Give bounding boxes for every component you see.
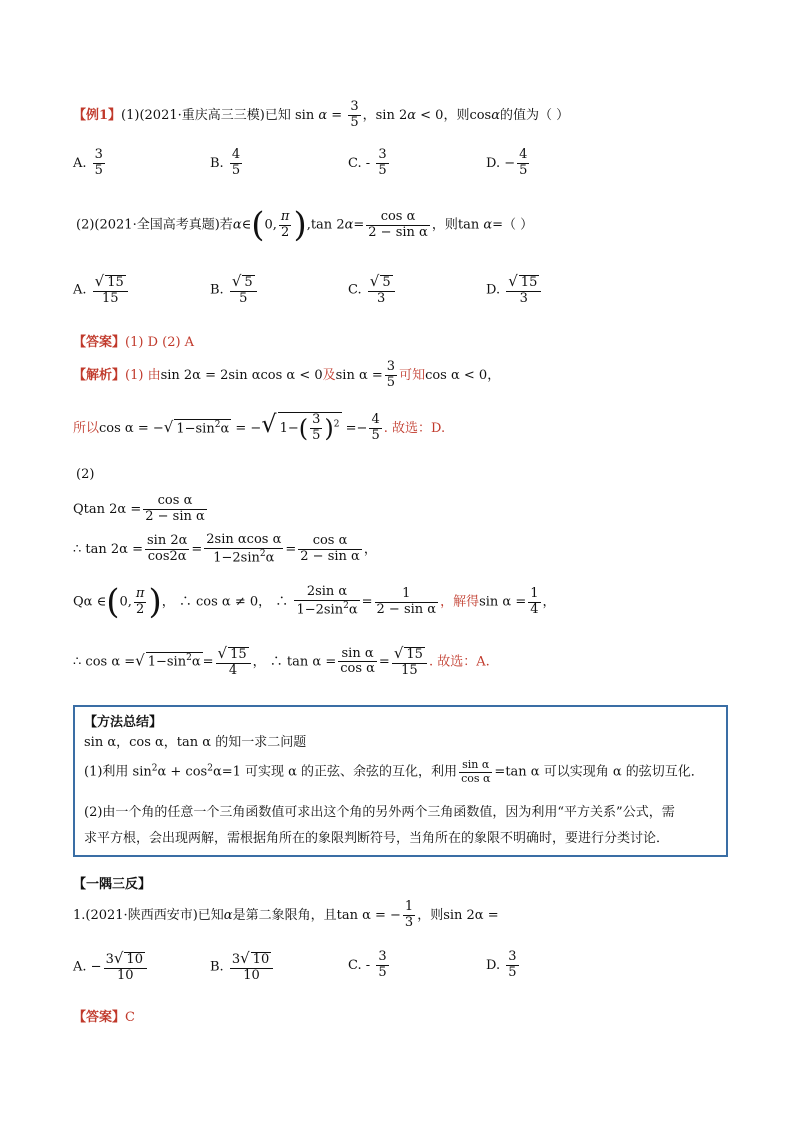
right-paren: ) <box>324 414 334 443</box>
sqrt-icon: √ <box>163 418 174 436</box>
den: cos α <box>461 771 491 785</box>
t: 1−2sin <box>213 550 260 566</box>
radicand: 5 <box>244 275 253 290</box>
answer <box>73 331 194 350</box>
q2-option-c[interactable] <box>348 273 397 307</box>
den: 5 <box>378 162 387 178</box>
therefore: ∴ <box>73 542 82 558</box>
math: tan α = <box>286 654 337 670</box>
den: 15 <box>401 662 418 678</box>
comma: ， <box>487 367 501 383</box>
den: 5 <box>94 162 103 178</box>
radicand: 10 <box>252 952 270 967</box>
fraction <box>338 647 377 678</box>
den: 10 <box>117 967 134 983</box>
alpha: α <box>483 217 493 233</box>
part2-label: (2) <box>76 467 95 482</box>
fraction <box>230 950 273 984</box>
math: tan α = − <box>336 907 401 923</box>
answer2 <box>73 1006 135 1025</box>
eq: = <box>202 654 214 670</box>
den: 3 <box>519 290 528 306</box>
p1-option-a[interactable] <box>73 950 149 984</box>
num <box>230 950 273 969</box>
math: cos α = <box>85 654 136 670</box>
method-line2 <box>84 759 704 785</box>
den: 5 <box>371 428 380 443</box>
radicand <box>278 412 342 444</box>
sup: 2 <box>186 653 192 664</box>
q-num: (1) <box>121 107 140 123</box>
q1-option-b[interactable] <box>210 148 244 179</box>
coef: 3 <box>105 952 114 967</box>
t: 1−2sin <box>296 602 344 618</box>
t: α=1 可实现 α 的正弦、余弦的互化，利用 <box>212 764 458 780</box>
fraction <box>348 100 360 131</box>
den: 5 <box>239 290 248 306</box>
sign: - <box>365 957 371 973</box>
right-paren: ) <box>293 205 307 245</box>
num: 3 <box>378 147 387 162</box>
lt0: < 0 <box>420 107 444 123</box>
t: (1)利用 sin <box>84 764 152 780</box>
fraction <box>93 148 105 179</box>
math: sin α = <box>335 367 383 383</box>
num <box>216 645 251 664</box>
den: cos α <box>340 661 375 677</box>
den: cos2α <box>147 549 187 565</box>
label: B. <box>210 959 224 975</box>
math: sin 2α = <box>443 907 499 923</box>
fraction <box>93 273 128 307</box>
sign: - <box>365 155 371 171</box>
fraction <box>385 360 397 391</box>
analysis-line3 <box>73 494 209 525</box>
therefore: ∴ <box>73 654 82 670</box>
answer-tag: 【答案】 <box>73 1010 126 1025</box>
num: π <box>280 208 290 224</box>
analysis-tag: 【解析】 <box>73 367 126 383</box>
sign: − <box>90 959 102 975</box>
num: 3 <box>386 359 396 374</box>
t: α + cos <box>157 764 208 780</box>
label: D. <box>486 155 501 171</box>
num: cos α <box>366 210 430 226</box>
comma: ， <box>258 594 272 610</box>
math: = − <box>235 421 262 436</box>
fraction <box>392 645 427 679</box>
num <box>368 273 395 292</box>
p1-option-b[interactable] <box>210 950 275 984</box>
alpha: α <box>344 217 354 233</box>
math: cos α ≠ 0 <box>196 594 259 610</box>
tail: 的值为（ ） <box>500 107 570 123</box>
tan2: ,tan 2 <box>306 217 345 233</box>
q-source: (2021·全国高考真题) <box>94 217 220 233</box>
answer-tag: 【答案】 <box>73 335 126 350</box>
text: 所以 <box>73 421 100 436</box>
sqrt-icon: √ <box>113 949 124 967</box>
t: α <box>191 654 201 670</box>
label: A. <box>73 959 87 975</box>
eq: = <box>378 654 390 670</box>
analysis-line6 <box>73 645 490 679</box>
then: ，则 <box>431 217 458 233</box>
num: π <box>135 585 145 601</box>
radicand: 15 <box>406 647 423 662</box>
fraction <box>375 587 439 618</box>
alpha: α <box>232 217 242 233</box>
q-source: (2021·重庆高三三模) <box>139 107 265 123</box>
alpha: α <box>318 107 328 123</box>
sqrt-icon: √ <box>508 272 518 290</box>
t: α <box>265 550 275 566</box>
label: C. <box>348 957 362 973</box>
sqrt-icon: √ <box>94 272 105 290</box>
num: 3 <box>508 949 517 964</box>
interval-start: 0, <box>264 217 277 233</box>
sin: sin <box>295 107 315 123</box>
method-line1: sin α，cos α，tan α 的知一求二问题 <box>84 735 307 750</box>
text: ，解得 <box>440 594 480 610</box>
radicand: 15 <box>520 275 538 290</box>
because: Q <box>73 594 84 610</box>
math: α ∈ <box>83 594 107 610</box>
num: cos α <box>143 494 207 510</box>
therefore: ∴ <box>178 594 192 610</box>
label: B. <box>210 282 224 298</box>
q2-option-b[interactable] <box>210 273 259 307</box>
label: C. <box>348 155 362 171</box>
num: 4 <box>519 147 528 162</box>
eq: = <box>191 542 203 558</box>
therefore: ∴ <box>269 654 283 670</box>
fraction <box>145 534 189 565</box>
den: 2 − sin α <box>145 508 205 524</box>
label: D. <box>486 282 501 298</box>
fraction <box>279 210 292 241</box>
then: ，则 <box>443 107 470 123</box>
example1-question2: (2)(2021·全国高考真题)若α∈(0, $\frac{\pi}{2}$ ),tan 2α= $\frac{\text{cos α}}{\text{2 − sin α}}$ ，则tan α=（ ） <box>76 205 534 245</box>
sin2: sin 2 <box>375 107 408 123</box>
interval-start: 0, <box>119 594 132 610</box>
analysis-line2 <box>73 410 445 444</box>
fraction <box>310 413 322 444</box>
label: D. <box>486 957 501 973</box>
sign: − <box>504 155 516 171</box>
cos: cos <box>469 107 492 123</box>
analysis-line4 <box>73 533 377 566</box>
sqrt-icon: √ <box>393 644 404 662</box>
sup: 2 <box>259 548 266 559</box>
comma: ， <box>363 542 377 558</box>
fraction <box>517 148 529 179</box>
in: ∈ <box>241 217 252 233</box>
method-line4: 求平方根，会出现两解，需根据角所在的象限判断符号，当角所在的象限不明确时，要进行分类讨论． <box>84 831 670 846</box>
radicand <box>146 652 203 669</box>
answer-text: (1) D (2) A <box>125 335 195 350</box>
den: 10 <box>243 967 260 983</box>
den: 2 <box>281 224 290 240</box>
q2-option-a[interactable] <box>73 273 130 307</box>
math: tan 2α = <box>85 542 143 558</box>
num: 3 <box>378 949 387 964</box>
q2-option-d[interactable] <box>486 273 543 307</box>
left-paren: ( <box>251 205 265 245</box>
left-paren: ( <box>106 582 120 622</box>
radicand: 10 <box>126 952 143 967</box>
q1-option-a[interactable] <box>73 148 107 179</box>
den: 5 <box>378 964 387 980</box>
fraction <box>230 273 257 307</box>
den: 2 − sin α <box>368 224 428 240</box>
fraction <box>403 900 415 931</box>
t: 是第二象限角，且 <box>232 907 337 923</box>
den: 5 <box>508 964 517 980</box>
fraction <box>506 950 518 981</box>
math: tan 2α = <box>83 501 142 517</box>
fraction <box>104 950 147 984</box>
analysis-line1 <box>73 360 500 391</box>
alpha: α <box>407 107 416 123</box>
den: 3 <box>404 914 414 930</box>
p1-option-c[interactable] <box>348 950 391 981</box>
den: 3 <box>377 290 386 306</box>
den: 2 <box>136 601 145 617</box>
fraction <box>376 148 388 179</box>
right-paren: ) <box>148 582 162 622</box>
example-tag: 【例1】 <box>73 107 122 123</box>
sup: 2 <box>207 763 213 774</box>
analysis-line5 <box>73 582 556 622</box>
math: cos α < 0 <box>425 367 488 383</box>
comma: ， <box>252 654 266 670</box>
fraction <box>298 534 362 565</box>
t: =tan α 可以实现角 α 的弦切互化． <box>494 764 704 780</box>
radicand: 5 <box>382 275 391 290</box>
den: 5 <box>350 114 359 130</box>
sqrt-icon: √ <box>231 272 242 290</box>
text: . 故选：A. <box>428 654 490 670</box>
section-title: 【一隅三反】 <box>73 877 152 892</box>
eq: = <box>361 594 373 610</box>
answer-text: C <box>125 1010 135 1025</box>
radicand <box>174 419 231 436</box>
fraction <box>459 759 492 785</box>
t: 已知 <box>197 907 224 923</box>
eq: = <box>285 542 297 558</box>
then: ，则 <box>417 907 444 923</box>
num: 1 <box>375 587 439 603</box>
num: sin α <box>338 647 377 663</box>
fraction <box>143 494 207 525</box>
coef: 3 <box>231 952 241 967</box>
fraction <box>369 413 381 444</box>
tail: =（ ） <box>492 217 534 233</box>
den: 4 <box>228 662 238 678</box>
den: 2 − sin α <box>300 549 360 565</box>
sqrt-icon: √ <box>369 272 380 290</box>
num: sin 2α <box>146 533 188 549</box>
fraction <box>368 273 395 307</box>
q-text: 已知 <box>264 107 291 123</box>
num <box>392 645 427 664</box>
math: =− <box>345 421 368 436</box>
den: 4 <box>530 601 539 617</box>
q1-option-d[interactable] <box>486 148 531 179</box>
label: A. <box>73 155 87 171</box>
practice-question1 <box>73 900 499 931</box>
num <box>230 273 257 292</box>
sup: 2 <box>343 601 349 612</box>
text: 及 <box>322 367 336 383</box>
den: 5 <box>519 162 528 178</box>
alpha: α <box>491 107 501 123</box>
method-line3: (2)由一个角的任意一个三角函数值可求出这个角的另外两个三角函数值，因为利用“平方关系”公式，需 <box>84 805 675 820</box>
q1-option-c[interactable] <box>348 148 391 179</box>
t: 1−sin <box>176 421 215 436</box>
text: (1) 由 <box>125 367 161 383</box>
q-num: (2) <box>76 217 95 233</box>
text: 可知 <box>399 367 426 383</box>
radicand: 15 <box>230 647 247 662</box>
den: 5 <box>312 428 321 443</box>
num: 2sin αcos α <box>206 532 282 547</box>
example1-question1 <box>73 100 569 131</box>
num: cos α <box>298 534 362 550</box>
t: α <box>220 421 230 436</box>
label: C. <box>348 282 362 298</box>
because: Q <box>73 501 84 517</box>
q-num: 1. <box>73 907 86 923</box>
fraction <box>528 587 540 618</box>
num: 2sin α <box>294 585 359 601</box>
sup: 2 <box>333 419 340 430</box>
math: cos α = − <box>99 421 164 436</box>
comma: ， <box>161 594 175 610</box>
math: sin 2α = 2sin αcos α < 0 <box>160 367 323 383</box>
eq: = <box>331 107 343 123</box>
ruo: 若 <box>219 217 233 233</box>
fraction <box>216 645 251 679</box>
sup: 2 <box>214 419 221 430</box>
p1-option-d[interactable] <box>486 950 521 981</box>
t: 1−sin <box>147 654 187 670</box>
num: 3 <box>312 412 321 428</box>
num: 4 <box>231 147 241 162</box>
text: . 故选：D. <box>383 421 446 436</box>
num: 4 <box>371 412 380 428</box>
fraction <box>230 148 242 179</box>
num: sin α <box>459 759 492 773</box>
fraction <box>376 950 388 981</box>
fraction <box>366 210 430 241</box>
den <box>204 549 283 566</box>
t: α <box>348 602 358 618</box>
den <box>294 601 359 618</box>
sqrt-icon: √ <box>261 410 277 438</box>
comma: ， <box>362 107 376 123</box>
q-source: (2021·陕西西安市) <box>85 907 198 923</box>
num: 1 <box>404 899 414 914</box>
num: 3 <box>94 147 103 162</box>
comma: ， <box>542 594 556 610</box>
fraction <box>294 585 359 618</box>
alpha: α <box>223 907 233 923</box>
t: 1− <box>279 421 299 436</box>
math: sin α = <box>479 594 527 610</box>
num: 1 <box>530 585 539 601</box>
left-paren: ( <box>298 414 309 443</box>
num <box>104 950 147 969</box>
den: 5 <box>386 374 396 390</box>
den: 5 <box>231 162 241 178</box>
sup: 2 <box>151 763 158 774</box>
sqrt-icon: √ <box>135 651 145 670</box>
therefore: ∴ <box>275 594 289 610</box>
label: A. <box>73 282 87 298</box>
den: 15 <box>101 290 119 306</box>
fraction <box>134 587 147 618</box>
den: 2 − sin α <box>376 601 437 617</box>
sqrt-icon: √ <box>217 644 228 662</box>
fraction <box>204 533 283 566</box>
method-title: 【方法总结】 <box>84 715 163 730</box>
num: 3 <box>350 99 359 114</box>
sqrt-icon: √ <box>240 949 250 967</box>
num <box>506 273 541 292</box>
label: B. <box>210 155 224 171</box>
num <box>93 273 128 292</box>
radicand: 15 <box>107 275 124 290</box>
fraction <box>506 273 541 307</box>
tan: tan <box>457 217 480 233</box>
